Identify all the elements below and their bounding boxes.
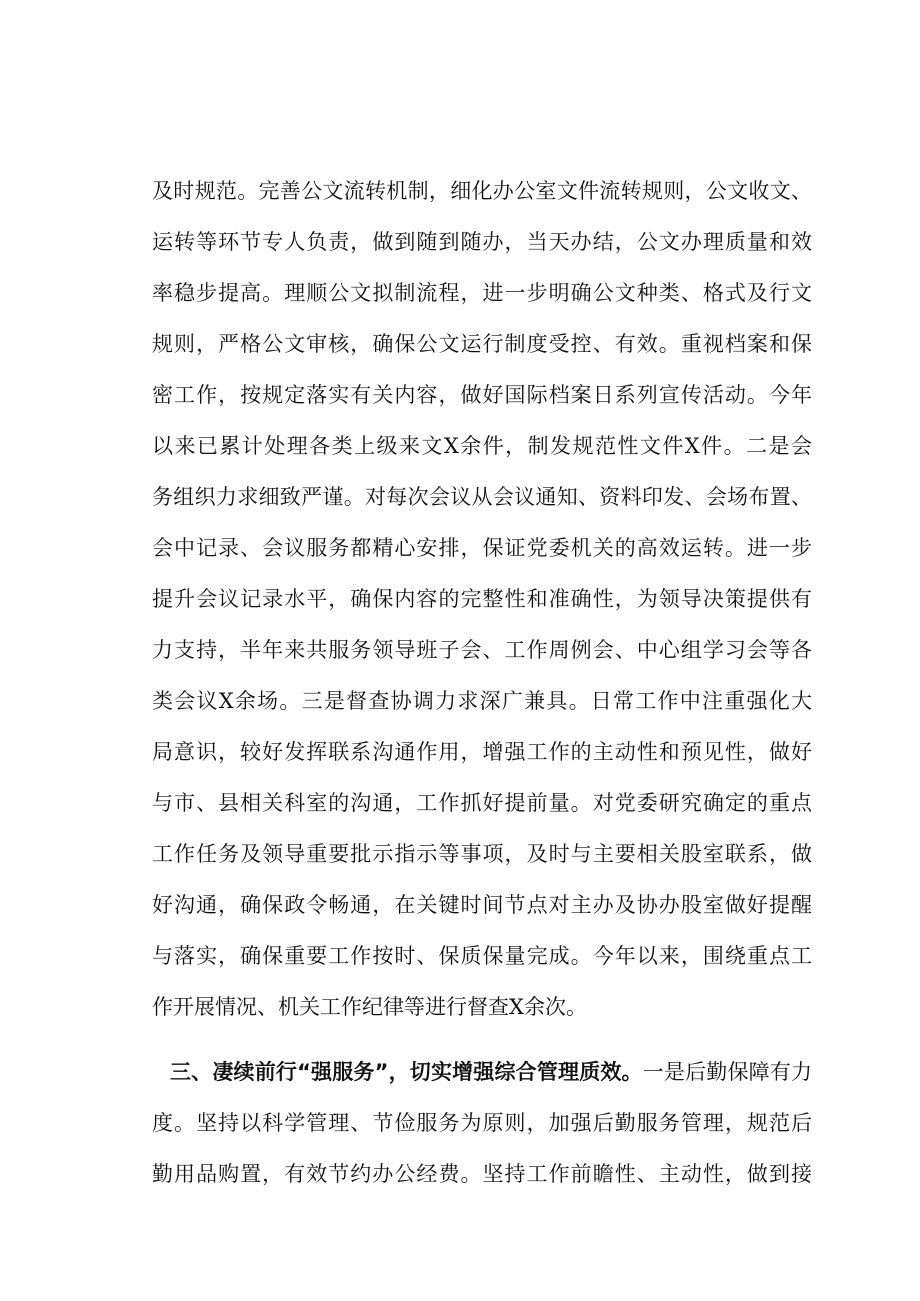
text-line: 会中记录、会议服务都精心安排，保证党委机关的高效运转。进一步 <box>152 536 812 560</box>
text-line: 度。坚持以科学管理、节俭服务为原则，加强后勤服务管理，规范后 <box>152 1111 812 1135</box>
text-line: 密工作，按规定落实有关内容，做好国际档案日系列宣传活动。今年 <box>152 383 812 407</box>
section-heading: 三、凄续前行“强服务”，切实增强综合管理质效。 <box>170 1060 643 1084</box>
text-line: 运转等环节专人负责，做到随到随办，当天办结，公文办理质量和效 <box>152 230 812 254</box>
text-line: 与落实，确保重要工作按时、保质保量完成。今年以来，围绕重点工 <box>152 944 812 968</box>
text-line: 率稳步提高。理顺公文拟制流程，进一步明确公文种类、格式及行文 <box>152 281 812 305</box>
document-body <box>152 166 812 1200</box>
text-line: 务组织力求细致严谨。对每次会议从会议通知、资料印发、会场布置、 <box>152 485 812 509</box>
text-line: 好沟通，确保政令畅通，在关键时间节点对主办及协办股室做好提醒 <box>152 893 812 917</box>
text-line: 局意识，较好发挥联系沟通作用，增强工作的主动性和预见性，做好 <box>152 740 812 764</box>
text-span: 一是后勤保障有力 <box>642 1060 812 1084</box>
text-line: 及时规范。完善公文流转机制，细化办公室文件流转规则，公文收文、 <box>152 179 812 203</box>
text-line: 力支持，半年来共服务领导班子会、工作周例会、中心组学习会等各 <box>152 638 812 662</box>
paragraph-1 <box>152 166 812 1033</box>
text-line: 勤用品购置，有效节约办公经费。坚持工作前瞻性、主动性，做到接 <box>152 1162 812 1186</box>
text-line: 提升会议记录水平，确保内容的完整性和准确性，为领导决策提供有 <box>152 587 812 611</box>
text-line: 工作任务及领导重要批示指示等事项，及时与主要相关股室联系，做 <box>152 842 812 866</box>
text-line: 以来已累计处理各类上级来文X余件，制发规范性文件X件。二是会 <box>152 434 812 458</box>
text-line: 作开展情况、机关工作纪律等进行督查X余次。 <box>152 995 587 1019</box>
paragraph-2 <box>152 1047 812 1200</box>
text-line <box>152 1047 812 1098</box>
text-line: 与市、县相关科室的沟通，工作抓好提前量。对党委研究确定的重点 <box>152 791 812 815</box>
text-line: 类会议X余场。三是督查协调力求深广兼具。日常工作中注重强化大 <box>152 689 812 713</box>
text-line: 规则，严格公文审核，确保公文运行制度受控、有效。重视档案和保 <box>152 332 812 356</box>
